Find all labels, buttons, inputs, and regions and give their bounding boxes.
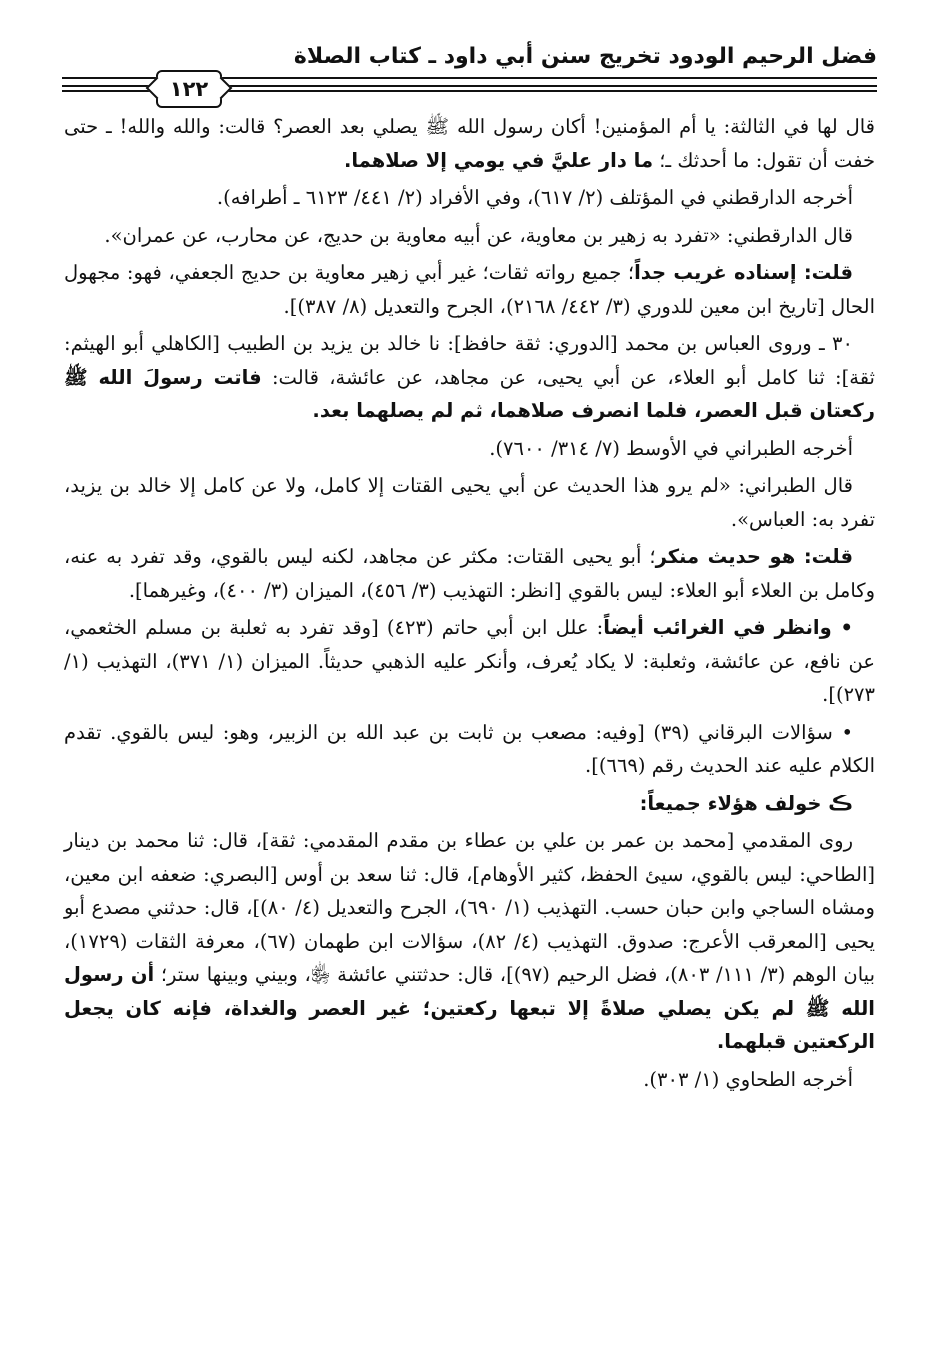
paragraph — [64, 327, 875, 428]
paragraph — [64, 611, 875, 712]
text-segment: أخرجه الدارقطني في المؤتلف (٢/ ٦١٧)، وفي الأفراد (٢/ ٤٤١/ ٦١٢٣ ـ أطرافه). — [216, 186, 853, 209]
text-segment: ٣٠ ـ وروى العباس بن محمد [الدوري: ثقة حافظ]: نا خالد بن يزيد بن الطبيب [الكاهلي أبو الهيثم: ثقة]: ثنا كامل أبو العلاء، عن أبي يحيى، عن مجاهد، عن عائشة، قالت: — [64, 332, 875, 389]
paragraph — [64, 540, 875, 607]
paragraph — [64, 110, 875, 177]
paragraph — [64, 256, 875, 323]
paragraph — [64, 716, 875, 783]
text-segment: • سؤالات البرقاني (٣٩) [وفيه: مصعب بن ثابت بن عبد الله بن الزبير، وهو: ليس بالقوي. تقدم الكلام عليه عند الحديث رقم (٦٦٩)]. — [64, 720, 875, 777]
bold-text-segment: قلت: إسناده غريب جداً — [634, 261, 853, 284]
text-segment: : علل ابن أبي حاتم (٤٢٣) [وقد تفرد به ثعلبة بن مسلم الخثعمي، عن نافع، عن عائشة، وثعلبة: لا يكاد يُعرف، وأنكر عليه الذهبي حديثاً. الميزان (١/ ٣٧١)، التهذيب (١/ ٢٧٣)]. — [64, 616, 875, 706]
body-text — [64, 110, 875, 1354]
header-rule-left-lower — [62, 90, 152, 92]
bold-text-segment: ما دار عليَّ في يومي إلا صلاهما. — [343, 148, 654, 172]
text-segment: قال الدارقطني: «تفرد به زهير بن معاوية، عن أبيه معاوية بن حديج، عن محارب، عن عمران». — [104, 223, 853, 247]
paragraph — [64, 181, 875, 215]
bold-text-segment: أن رسول الله ﷺ لم يكن يصلي صلاةً إلا تبعها ركعتين؛ غير العصر والغداة، فإنه كان يجعل الركعتين قبلهما. — [64, 963, 875, 1053]
header-rule-left-upper — [62, 85, 152, 87]
paragraph — [64, 787, 875, 821]
text-segment: ؛ جميع رواته ثقات؛ غير أبي زهير معاوية بن حديج الجعفي، فهو: مجهول الحال [تاريخ ابن معين للدوري (٣/ ٤٤٢/ ٢١٦٨)، الجرح والتعديل (٨/ ٣٨٧)]. — [64, 261, 875, 318]
paragraph — [64, 219, 875, 253]
running-head-title: فضل الرحيم الودود تخريج سنن أبي داود ـ كتاب الصلاة — [293, 44, 877, 69]
text-segment: روى المقدمي [محمد بن عمر بن علي بن عطاء بن مقدم المقدمي: ثقة]، قال: ثنا محمد بن دينار [الطاحي: ليس بالقوي، سيئ الحفظ، كثير الأوهام]، قال: ثنا سعد بن أوس [البصري: ضعفه ابن معين، ومشاه الساجي وابن حبان حسب. التهذيب (١/ ٦٩٠)، الجرح والتعديل (٤/ ٨٠)]، قال: حدثني مصدع أبو يحيى [المعرقب الأعرج: صدوق. التهذيب (٤/ ٨٢)، سؤالات ابن طهمان (٦٧)، معرفة الثقات (١٧٢٩)، بيان الوهم (٣/ ١١١/ ٨٠٣)، فضل الرحيم (٩٧)]، قال: حدثتني عائشة ﵂، وبيني وبينها ستر؛ — [64, 829, 875, 986]
paragraph — [64, 432, 875, 466]
text-segment: أخرجه الطبراني في الأوسط (٧/ ٣١٤/ ٧٦٠٠). — [489, 436, 853, 460]
bold-text-segment: ڪ خولف هؤلاء جميعاً: — [639, 791, 853, 815]
text-segment: قال الطبراني: «لم يرو هذا الحديث عن أبي يحيى القتات إلا كامل، ولا عن كامل إلا خالد بن يزيد، تفرد به: العباس». — [64, 474, 875, 531]
header-rule-right-lower — [222, 90, 877, 92]
page-number-badge: ١٢٢ — [156, 70, 222, 108]
header-rule-right-upper — [222, 85, 877, 87]
bold-text-segment: • وانظر في الغرائب أيضاً — [603, 616, 854, 639]
text-segment: قال لها في الثالثة: يا أم المؤمنين! أكان رسول الله ﷺ يصلي بعد العصر؟ قالت: والله والله! ـ حتى خفت أن تقول: ما أحدثك ـ؛ — [64, 115, 875, 172]
text-segment: أخرجه الطحاوي (١/ ٣٠٣). — [643, 1067, 853, 1091]
paragraph — [64, 469, 875, 536]
paragraph — [64, 1063, 875, 1097]
bold-text-segment: قلت: هو حديث منكر — [655, 545, 853, 568]
paragraph — [64, 824, 875, 1059]
text-segment: ؛ أبو يحيى القتات: مكثر عن مجاهد، لكنه ليس بالقوي، وقد تفرد به عنه، وكامل بن العلاء أبو العلاء: ليس بالقوي [انظر: التهذيب (٣/ ٤٥٦)، الميزان (٣/ ٤٠٠)، وغيرهما]. — [64, 545, 875, 602]
bold-text-segment: فاتت رسولَ الله ﷺ ركعتان قبل العصر، فلما انصرف صلاهما، ثم لم يصلهما بعد. — [64, 365, 875, 422]
